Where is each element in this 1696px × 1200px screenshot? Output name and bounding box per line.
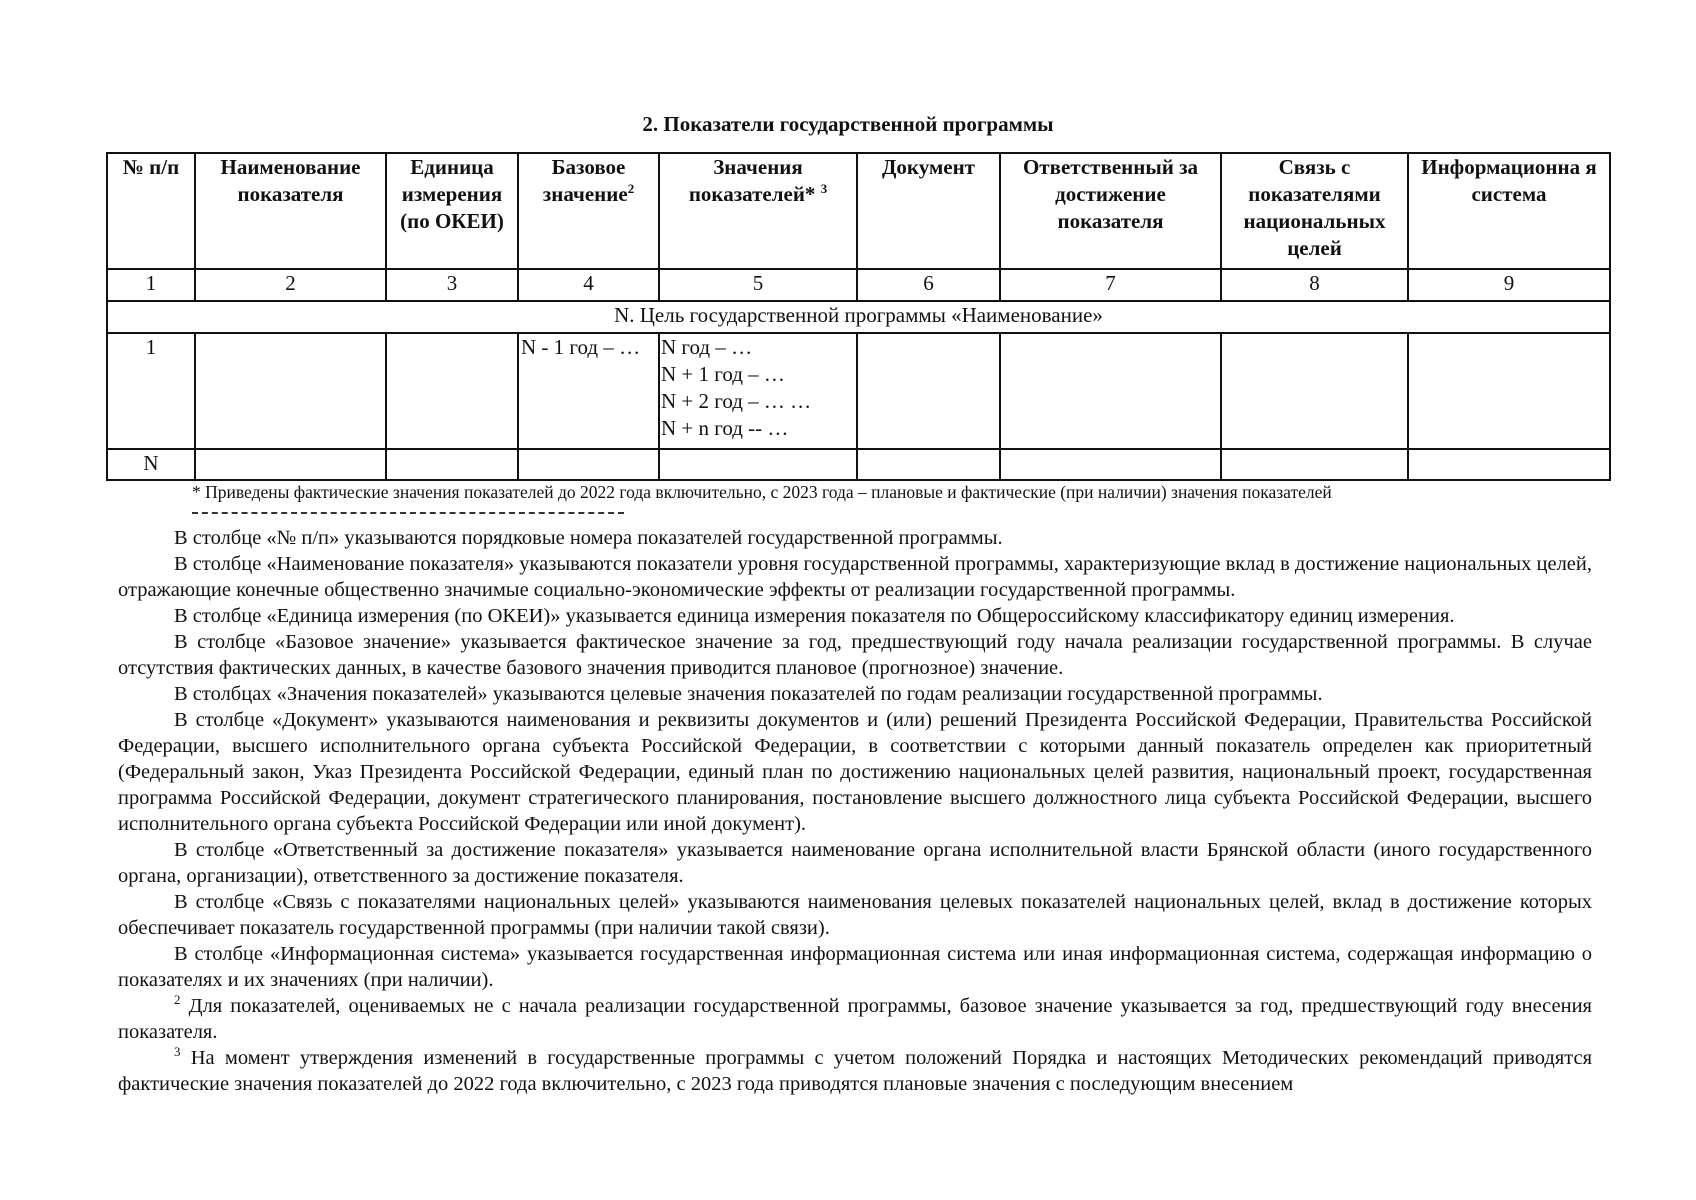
header-cell-name [195, 153, 386, 269]
values-cell [659, 449, 857, 480]
header-label: Базовое значение [542, 155, 628, 206]
footnote-3 [118, 1045, 1592, 1097]
footnote-ref-2: 2 [627, 181, 635, 196]
footnote-separator [192, 512, 624, 514]
column-number: 5 [659, 269, 857, 301]
footnote-ref-3: 3 [820, 181, 828, 196]
indicator-name-cell [195, 449, 386, 480]
indicators-table [106, 152, 1611, 481]
row-number-cell: N [107, 449, 195, 480]
header-label: Ответственный за достижение показателя [1022, 155, 1199, 233]
column-number: 3 [386, 269, 518, 301]
column-number: 8 [1221, 269, 1408, 301]
paragraph: В столбце «Ответственный за достижение показателя» указывается наименование органа исполнительной власти Брянской области (иного государственного органа, организации), ответственного за достижение показателя. [118, 839, 1592, 887]
header-cell-responsible [1000, 153, 1221, 269]
goal-cell: N. Цель государственной программы «Наименование» [107, 301, 1610, 333]
header-label: Наименование показателя [220, 155, 361, 206]
unit-cell [386, 449, 518, 480]
paragraph: В столбце «№ п/п» указываются порядковые номера показателей государственной программы. [174, 527, 1003, 549]
column-number-row [107, 269, 1610, 301]
table-header-row [107, 153, 1610, 269]
table-row [107, 333, 1610, 449]
header-cell-document [857, 153, 1000, 269]
explanatory-text [118, 525, 1592, 1097]
column-number: 4 [518, 269, 659, 301]
info-system-cell [1408, 333, 1610, 449]
unit-cell [386, 333, 518, 449]
value-line: N + 1 год – … [661, 362, 785, 386]
footnote-mark: 3 [174, 1044, 181, 1060]
national-goals-cell [1221, 449, 1408, 480]
header-label: Единица измерения (по ОКЕИ) [400, 155, 504, 233]
header-label: Документ [881, 155, 975, 179]
column-number: 7 [1000, 269, 1221, 301]
goal-row [107, 301, 1610, 333]
document-cell [857, 449, 1000, 480]
footnote-text: Для показателей, оцениваемых не с начала реализации государственной программы, базовое значение указывается за год, предшествующий году внесения показателя. [118, 995, 1592, 1043]
value-line: N + n год -- … [661, 416, 789, 440]
header-cell-info-system [1408, 153, 1610, 269]
row-number-cell: 1 [107, 333, 195, 449]
footnote-mark: 2 [174, 992, 181, 1008]
responsible-cell [1000, 333, 1221, 449]
value-line: N год – … [661, 335, 753, 359]
column-number: 1 [107, 269, 195, 301]
paragraph: В столбце «Документ» указываются наименования и реквизиты документов и (или) решений Президента Российской Федерации, Правительства Российской Федерации, высшего исполнительного органа субъекта Российской Федерации, в соответствии с которыми данный показатель определен как приоритетный (Федеральный закон, Указ Президента Российской Федерации, единый план по достижению национальных целей развития, национальный проект, государственная программа Российской Федерации, документ стратегического планирования, постановление высшего должностного лица субъекта Российской Федерации, высшего исполнительного органа субъекта Российской Федерации или иной документ). [118, 709, 1592, 835]
header-label: Связь с показателями национальных целей [1243, 155, 1386, 260]
table-footnote: * Приведены фактические значения показателей до 2022 года включительно, с 2023 года – плановые и фактические (при наличии) значения показателей [192, 482, 1332, 502]
section-title: 2. Показатели государственной программы [642, 112, 1054, 136]
paragraph: В столбце «Информационная система» указывается государственная информационная система или иная информационная система, содержащая информацию о показателях и их значениях (при наличии). [118, 943, 1592, 991]
document-cell [857, 333, 1000, 449]
header-label: Значения показателей* [688, 155, 816, 206]
paragraph: В столбце «Наименование показателя» указываются показатели уровня государственной программы, характеризующие вклад в достижение национальных целей, отражающие конечные общественно значимые социально-экономические эффекты от реализации государственной программы. [118, 553, 1592, 601]
column-number: 9 [1408, 269, 1610, 301]
footnote-2 [118, 993, 1592, 1045]
column-number: 2 [195, 269, 386, 301]
paragraph: В столбце «Единица измерения (по ОКЕИ)» указывается единица измерения показателя по Общероссийскому классификатору единиц измерения. [174, 605, 1455, 627]
footnote-text: На момент утверждения изменений в государственные программы с учетом положений Порядка и настоящих Методических рекомендаций приводятся фактические значения показателей до 2022 года включительно, с 2023 года приводятся плановые значения с последующим внесением [118, 1047, 1592, 1095]
base-value-cell: N - 1 год – … [518, 333, 659, 449]
base-value-cell [518, 449, 659, 480]
table-row [107, 449, 1610, 480]
header-label: № п/п [122, 155, 180, 179]
paragraph: В столбце «Базовое значение» указывается фактическое значение за год, предшествующий году начала реализации государственной программы. В случае отсутствия фактических данных, в качестве базового значения приводится плановое (прогнозное) значение. [118, 631, 1592, 679]
header-label: Информационна я система [1421, 155, 1597, 206]
values-cell [659, 333, 857, 449]
column-number: 6 [857, 269, 1000, 301]
header-cell-national-goals [1221, 153, 1408, 269]
value-line: N + 2 год – … … [661, 389, 812, 413]
header-cell-values [659, 153, 857, 269]
paragraph: В столбцах «Значения показателей» указываются целевые значения показателей по годам реализации государственной программы. [174, 683, 1323, 705]
header-cell-unit [386, 153, 518, 269]
national-goals-cell [1221, 333, 1408, 449]
header-cell-number [107, 153, 195, 269]
responsible-cell [1000, 449, 1221, 480]
header-cell-base [518, 153, 659, 269]
paragraph: В столбце «Связь с показателями национальных целей» указываются наименования целевых показателей национальных целей, вклад в достижение которых обеспечивает показатель государственной программы (при наличии такой связи). [118, 891, 1592, 939]
info-system-cell [1408, 449, 1610, 480]
indicator-name-cell [195, 333, 386, 449]
